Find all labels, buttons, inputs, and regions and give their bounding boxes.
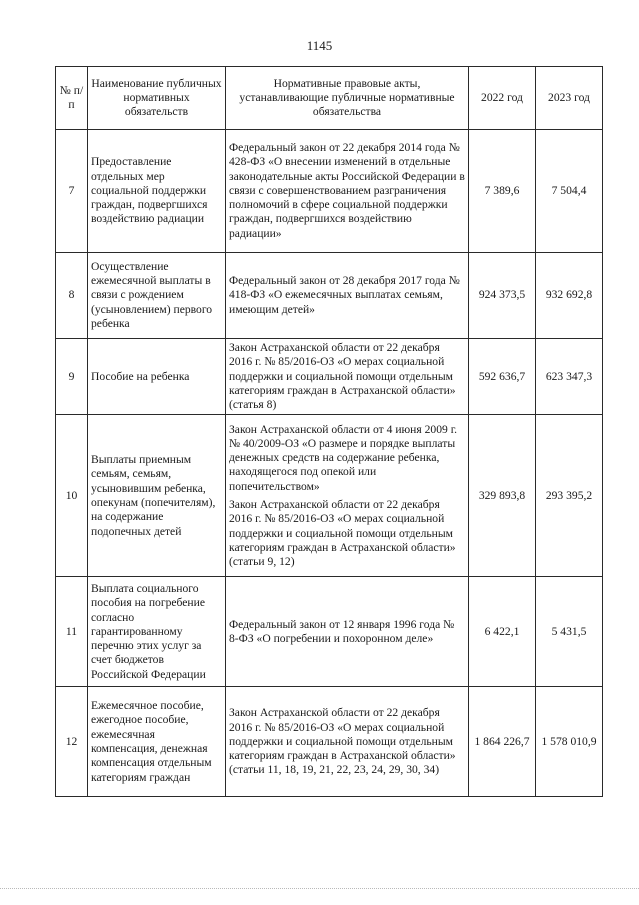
table-header	[56, 67, 603, 130]
value-2022: 329 893,8	[469, 415, 536, 577]
legal-acts-cell	[226, 130, 469, 253]
value-2022: 592 636,7	[469, 339, 536, 415]
row-number: 8	[56, 253, 88, 339]
legal-act: Закон Астраханской области от 22 декабря 2016 г. № 85/2016-ОЗ «О мерах социальной поддержки и социальной помощи отдельным категориям граждан в Астраханской области» (статьи 9, 12)	[229, 497, 456, 569]
value-2022: 7 389,6	[469, 130, 536, 253]
legal-act: Закон Астраханской области от 4 июня 2009 г. № 40/2009-ОЗ «О размере и порядке выплаты денежных средств на содержание ребенка, находящегося под опекой или попечительством»	[229, 422, 458, 493]
table-row	[56, 577, 603, 687]
legal-acts-cell	[226, 253, 469, 339]
header-2022: 2022 год	[469, 67, 536, 130]
table-body	[56, 130, 603, 797]
table-row	[56, 253, 603, 339]
value-2022: 6 422,1	[469, 577, 536, 687]
row-number: 10	[56, 415, 88, 577]
scan-edge-divider	[0, 888, 639, 889]
obligation-name: Пособие на ребенка	[88, 339, 226, 415]
obligation-name: Осуществление ежемесячной выплаты в связи с рождением (усыновлением) первого ребенка	[88, 253, 226, 339]
value-2023: 7 504,4	[536, 130, 603, 253]
legal-acts-cell	[226, 339, 469, 415]
table-row	[56, 130, 603, 253]
value-2023: 932 692,8	[536, 253, 603, 339]
legal-act: Закон Астраханской области от 22 декабря 2016 г. № 85/2016-ОЗ «О мерах социальной поддержки и социальной помощи отдельным категориям граждан в Астраханской области» (статья 8)	[229, 341, 456, 412]
row-number: 11	[56, 577, 88, 687]
header-2023: 2023 год	[536, 67, 603, 130]
value-2022: 1 864 226,7	[469, 687, 536, 797]
row-number: 12	[56, 687, 88, 797]
table-row	[56, 415, 603, 577]
row-number: 9	[56, 339, 88, 415]
obligation-name: Ежемесячное пособие, ежегодное пособие, ежемесячная компенсация, денежная компенсация отдельным категориям граждан	[88, 687, 226, 797]
legal-act: Федеральный закон от 28 декабря 2017 года № 418-ФЗ «О ежемесячных выплатах семьям, имеющим детей»	[229, 274, 460, 316]
obligation-name: Предоставление отдельных мер социальной поддержки граждан, подвергшихся воздействию радиации	[88, 130, 226, 253]
legal-acts-cell	[226, 415, 469, 577]
legal-acts-cell	[226, 577, 469, 687]
header-acts: Нормативные правовые акты, устанавливающие публичные нормативные обязательства	[226, 67, 469, 130]
obligation-name: Выплаты приемным семьям, семьям, усыновившим ребенка, опекунам (попечителям), на содержание подопечных детей	[88, 415, 226, 577]
header-row	[56, 67, 603, 130]
obligation-name: Выплата социального пособия на погребение согласно гарантированному перечню этих услуг за счет бюджетов Российской Федерации	[88, 577, 226, 687]
header-name: Наименование публичных нормативных обязательств	[88, 67, 226, 130]
header-num: № п/п	[56, 67, 88, 130]
value-2023: 5 431,5	[536, 577, 603, 687]
legal-acts-cell	[226, 687, 469, 797]
legal-act: Федеральный закон от 22 декабря 2014 года № 428-ФЗ «О внесении изменений в отдельные законодательные акты Российской Федерации в связи с совершенствованием разграничения полномочий в сфере социальной поддержки граждан, подвергшихся воздействию радиации»	[229, 140, 465, 240]
obligations-table	[55, 66, 603, 797]
value-2023: 293 395,2	[536, 415, 603, 577]
legal-act: Закон Астраханской области от 22 декабря 2016 г. № 85/2016-ОЗ «О мерах социальной поддержки и социальной помощи отдельным категориям граждан в Астраханской области» (статьи 11, 18, 19, 21, 22, 23, 24, 29, 30, 34)	[229, 706, 456, 777]
table-row	[56, 687, 603, 797]
value-2023: 623 347,3	[536, 339, 603, 415]
value-2022: 924 373,5	[469, 253, 536, 339]
value-2023: 1 578 010,9	[536, 687, 603, 797]
legal-act: Федеральный закон от 12 января 1996 года № 8-ФЗ «О погребении и похоронном деле»	[229, 617, 455, 645]
page-number: 1145	[306, 38, 333, 53]
row-number: 7	[56, 130, 88, 253]
table-row	[56, 339, 603, 415]
